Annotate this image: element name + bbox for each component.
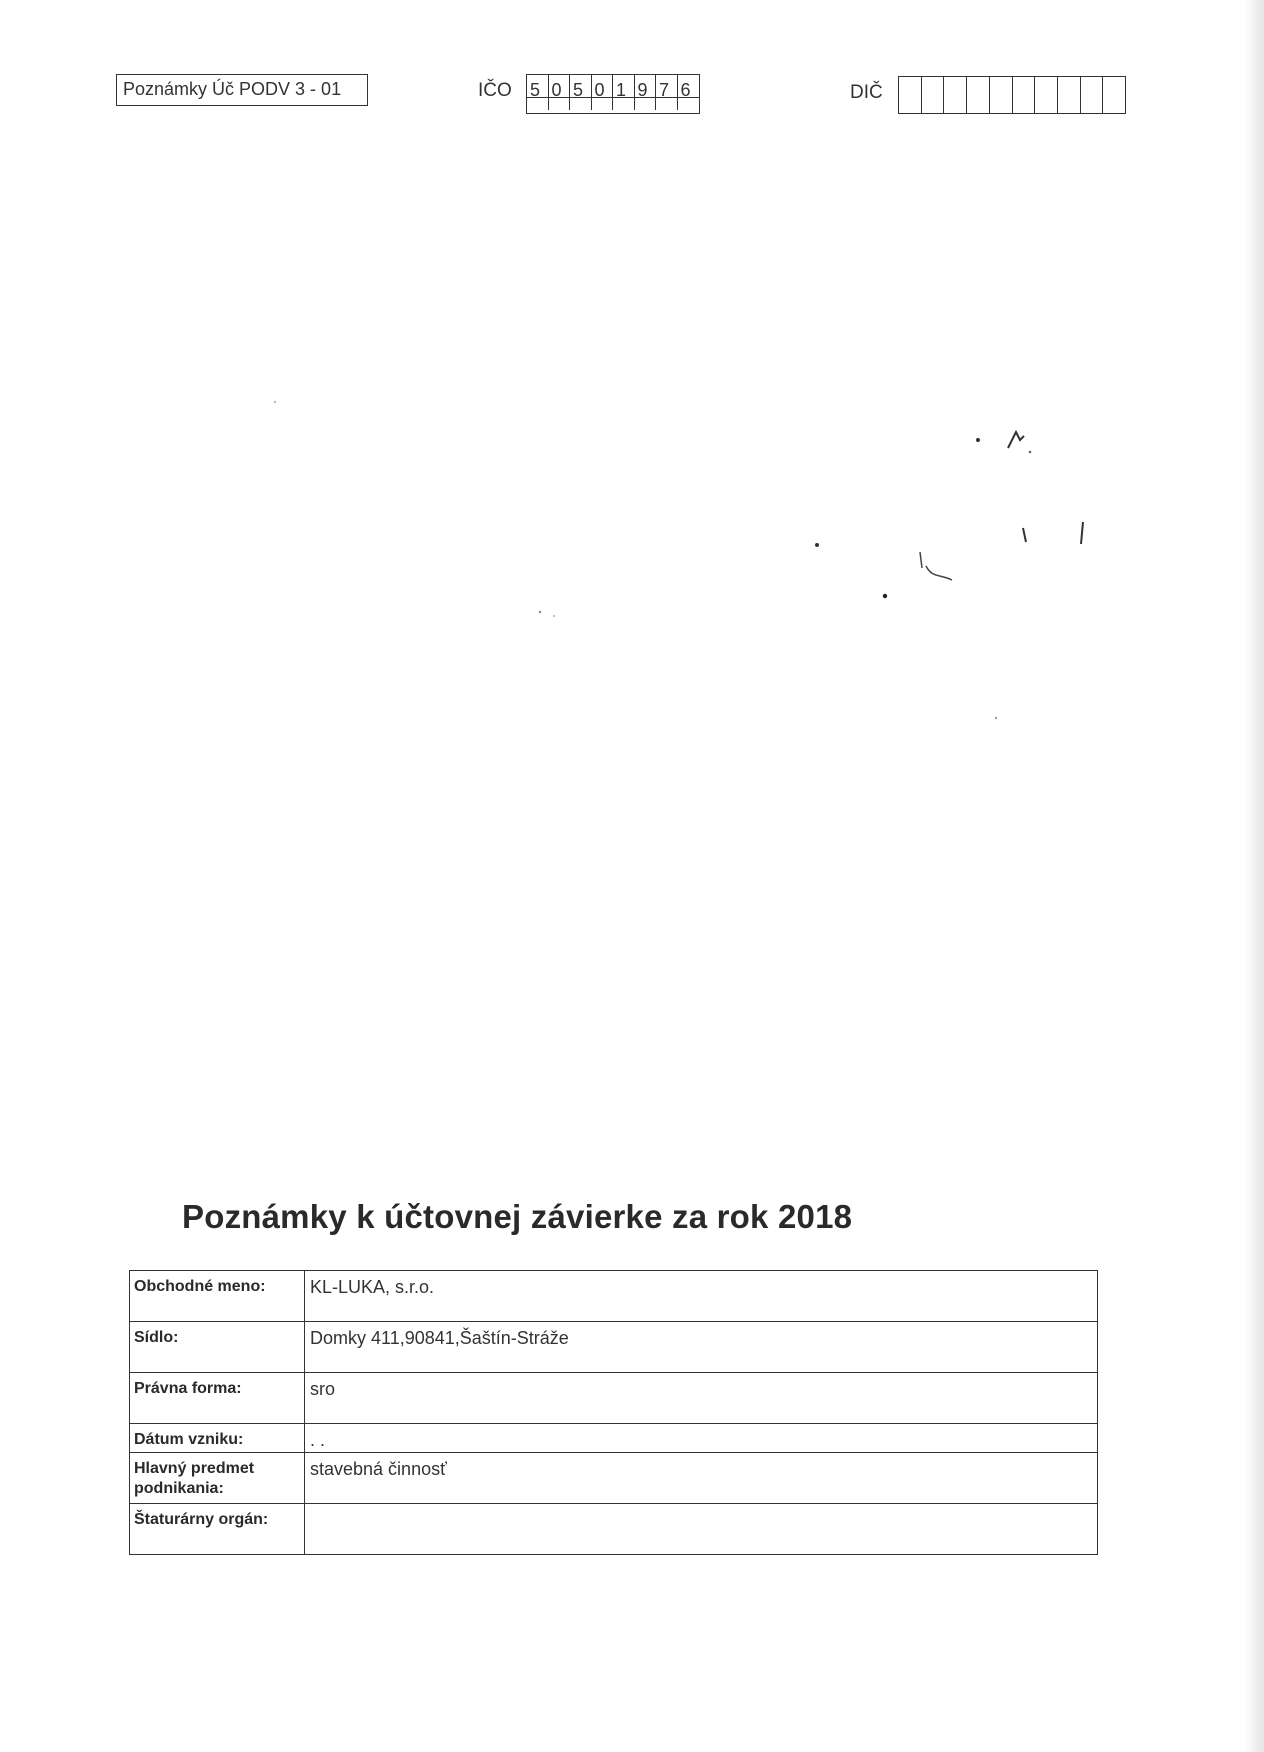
obchodne-meno-label: Obchodné meno:	[130, 1271, 305, 1322]
page-title: Poznámky k účtovnej závierke za rok 2018	[182, 1198, 853, 1235]
staturarny-organ-label: Štaturárny orgán:	[130, 1504, 305, 1555]
ico-digit: 6	[680, 80, 691, 100]
dic-label: DIČ	[850, 82, 883, 103]
datum-vzniku-label: Dátum vzniku:	[130, 1424, 305, 1453]
table-row	[130, 1453, 1098, 1504]
ico-digit: 0	[551, 80, 562, 100]
company-info-table	[129, 1270, 1098, 1555]
table-row	[130, 1424, 1098, 1453]
table-row	[130, 1271, 1098, 1322]
obchodne-meno-value: KL-LUKA, s.r.o.	[305, 1271, 1098, 1322]
pravna-forma-label: Právna forma:	[130, 1373, 305, 1424]
pravna-forma-value: sro	[305, 1373, 1098, 1424]
hlavny-predmet-value: stavebná činnosť	[305, 1453, 1098, 1504]
sidlo-label: Sídlo:	[130, 1322, 305, 1373]
ico-digit: 5	[573, 80, 584, 100]
table-row	[130, 1322, 1098, 1373]
table-row	[130, 1504, 1098, 1555]
sidlo-value: Domky 411,90841,Šaštín-Stráže	[305, 1322, 1098, 1373]
ico-digit: 1	[616, 80, 627, 100]
ico-digit: 0	[594, 80, 605, 100]
ico-digit: 5	[530, 80, 541, 100]
form-code-box: Poznámky Úč PODV 3 - 01	[116, 74, 368, 106]
ico-digit: 7	[659, 80, 670, 100]
datum-vzniku-value: . .	[305, 1424, 1098, 1453]
ico-digit: 9	[637, 80, 648, 100]
staturarny-organ-value	[305, 1504, 1098, 1555]
hlavny-predmet-label: Hlavný predmet podnikania:	[130, 1453, 305, 1504]
table-row	[130, 1373, 1098, 1424]
ico-label: IČO	[478, 80, 512, 101]
